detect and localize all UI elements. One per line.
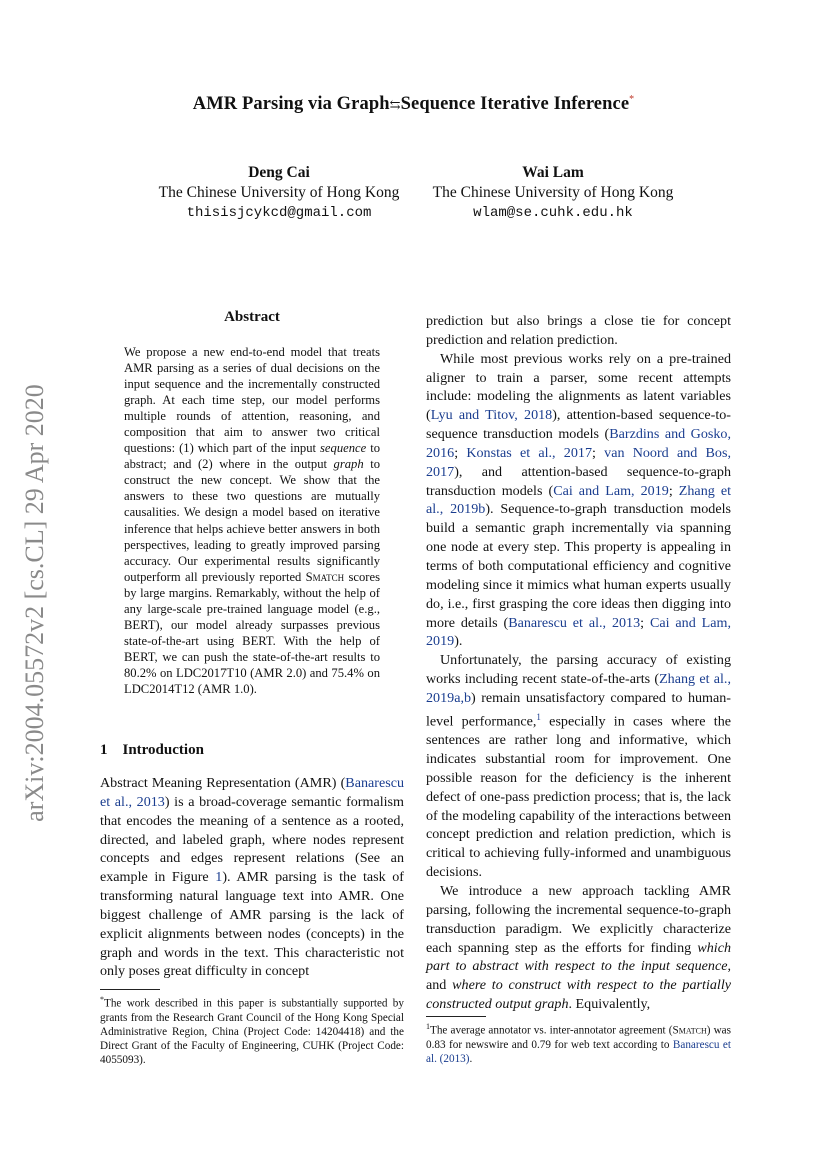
separator: ; xyxy=(668,482,679,499)
abstract-emphasis: graph xyxy=(333,457,364,472)
smatch-term: Smatch xyxy=(305,569,345,584)
author-email: wlam@se.cuhk.edu.hk xyxy=(473,205,633,221)
citation-link[interactable]: Zhang et al., 2019b xyxy=(426,482,732,518)
footnote-divider xyxy=(426,1016,486,1017)
paragraph xyxy=(426,651,731,882)
footnote-mark: 1 xyxy=(426,1022,430,1031)
citation-link[interactable]: van Noord and Bos, 2017 xyxy=(426,444,731,480)
abstract-text: scores by large margins. Remarkably, without the help of any large-scale pre-trained language model (e.g., BERT), our model already surpasses previous state-of-the-art using BERT. With the help of BERT, we can push the state-of-the-art results to 80.2% on LDC2017T10 (AMR 2.0) and 75.4% on LDC2014T12 (AMR 1.0). xyxy=(124,569,380,696)
abstract-text: We propose a new end-to-end model that treats AMR parsing as a series of dual decisions on the input sequence and the incrementally constructed graph. At each time step, our model performs multiple rounds of attention, reasoning, and composition that aim to answer two critical questions: (1) which part of the input xyxy=(124,345,380,456)
intro-text: ) is a broad-coverage semantic formalism that encodes the meaning of a sentence as a rooted, directed, and labeled graph, where nodes represent concepts and edges represent relations (See an example in Figure xyxy=(100,793,404,886)
intro-paragraph xyxy=(100,774,404,981)
title-part-2: Sequence Iterative Inference xyxy=(400,94,630,115)
citation-link[interactable]: Cai and Lam, 2019 xyxy=(426,614,731,650)
footnote-text: The work described in this paper is substantially supported by grants from the Research Grant Council of the Hong Kong Special Administrative Region, China (Project Code: 14204418) and the Direct Grant of the Faculty of Engineering, CUHK (Project Code: 4055093). xyxy=(100,997,404,1066)
citation-link[interactable]: Cai and Lam, 2019 xyxy=(553,482,669,499)
bidirectional-arrow-icon: ⇆ xyxy=(389,97,401,113)
paragraph-text: ), attention-based sequence-to-sequence transduction models ( xyxy=(426,407,731,443)
right-column xyxy=(426,312,731,1014)
paragraph-text: We introduce a new approach tackling AMR parsing, following the incremental sequence-to-graph transduction paradigm. We explicitly characterize each spanning step as the efforts for finding xyxy=(426,883,731,956)
paragraph-text: especially in cases where the sentences are rather long and informative, which indicates substantial room for improvement. One possible reason for the deficiency is the inherent defect of one-pass prediction process; that is, the lack of the modeling capability of the interactions between concept prediction and relation prediction, which is critical to achieving fully-informed and unambiguous decisions. xyxy=(426,713,731,881)
paragraph-text: . Equivalently, xyxy=(568,996,651,1013)
footnote-text: . xyxy=(469,1052,473,1065)
citation-link[interactable]: Barzdins and Gosko, 2016 xyxy=(426,426,731,461)
footnote-funding xyxy=(100,993,404,1067)
section-number: 1 xyxy=(100,742,108,758)
title-part-1: AMR Parsing via Graph xyxy=(192,94,390,115)
author-affiliation: The Chinese University of Hong Kong xyxy=(432,184,674,201)
abstract-emphasis: sequence xyxy=(320,441,367,456)
abstract-text: to abstract; and (2) where in the output xyxy=(124,441,381,472)
separator: ; xyxy=(640,614,650,631)
emphasis: which part to abstract with respect to the input sequence xyxy=(426,939,731,975)
author-affiliation: The Chinese University of Hong Kong xyxy=(158,184,400,201)
footnote-link[interactable]: 1 xyxy=(536,711,541,722)
citation-link[interactable]: Banarescu et al. (2013) xyxy=(426,1038,731,1065)
emphasis: where to construct with respect to the partially constructed output graph xyxy=(426,977,731,1013)
paper-title xyxy=(0,94,827,115)
paragraph-text: Unfortunately, the parsing accuracy of existing works including recent state-of-the-arts ( xyxy=(426,652,731,688)
paragraph xyxy=(426,350,731,652)
arxiv-watermark-text: arXiv:2004.05572v2 [cs.CL] 29 Apr 2020 xyxy=(20,383,49,822)
citation-link[interactable]: Lyu and Titov, 2018 xyxy=(430,407,553,424)
footnote-divider xyxy=(100,989,160,990)
paragraph-text: ). xyxy=(454,633,463,650)
section-title: Introduction xyxy=(122,742,204,758)
intro-text: Abstract Meaning Representation (AMR) ( xyxy=(100,775,346,791)
arxiv-watermark xyxy=(22,360,48,845)
author-block-2 xyxy=(417,163,689,223)
section-heading xyxy=(100,742,204,759)
author-block-1 xyxy=(140,163,418,223)
citation-link[interactable]: Konstas et al., 2017 xyxy=(466,444,592,461)
paragraph-text: ), and attention-based sequence-to-graph transduction models ( xyxy=(426,463,731,499)
smatch-term: Smatch xyxy=(672,1024,707,1037)
footnote-1 xyxy=(426,1020,731,1066)
abstract-text: to construct the new concept. We show that the answers to these two questions are mutually causalities. We design a model based on iterative inference that helps achieve better answers in both perspectives, leading to greatly improved parsing accuracy. Our experimental results significantly outperform all previously reported xyxy=(124,457,380,584)
title-footnote-mark[interactable]: * xyxy=(629,94,635,105)
abstract-body xyxy=(124,344,380,697)
author-name: Wai Lam xyxy=(522,164,584,181)
paragraph-text: ) remain unsatisfactory compared to human-level performance, xyxy=(426,689,731,730)
paragraph-text: , and xyxy=(426,958,731,994)
paragraph-text: While most previous works rely on a pre-trained aligner to train a parser, some recent attempts include: modeling the alignments as latent variables ( xyxy=(426,350,731,424)
author-email: thisisjcykcd@gmail.com xyxy=(186,205,372,221)
footnote-text: ) was 0.83 for newswire and 0.79 for web text according to xyxy=(426,1024,731,1051)
paragraph-text: ). Sequence-to-graph transduction models build a semantic graph incrementally via spanning one node at every step. This property is appealing in terms of both computational efficiency and cognitive modeling since it mimics what human experts usually do, i.e., first grasping the core ideas then digging into more details ( xyxy=(426,501,731,631)
paragraph-text: prediction but also brings a close tie for concept prediction and relation prediction. xyxy=(426,313,731,348)
abstract-heading: Abstract xyxy=(224,309,280,325)
footnote-mark: * xyxy=(100,995,104,1004)
separator: ; xyxy=(592,444,605,461)
separator: ; xyxy=(454,444,467,461)
citation-link[interactable]: Zhang et al., 2019a,b xyxy=(426,671,731,706)
citation-link[interactable]: Banarescu et al., 2013 xyxy=(508,614,641,631)
author-name: Deng Cai xyxy=(248,164,310,181)
footnote-text: The average annotator vs. inter-annotator agreement ( xyxy=(430,1024,673,1037)
citation-link[interactable]: Banarescu et al., 2013 xyxy=(100,775,404,810)
paragraph xyxy=(426,882,731,1014)
intro-text: ). AMR parsing is the task of transforming natural language text into AMR. One biggest challenge of AMR parsing is the lack of explicit alignments between nodes (concepts) in the graph and words in the text. This characteristic not only poses great difficulty in concept xyxy=(100,869,404,980)
paragraph xyxy=(426,312,731,350)
figure-link[interactable]: 1 xyxy=(215,869,223,886)
